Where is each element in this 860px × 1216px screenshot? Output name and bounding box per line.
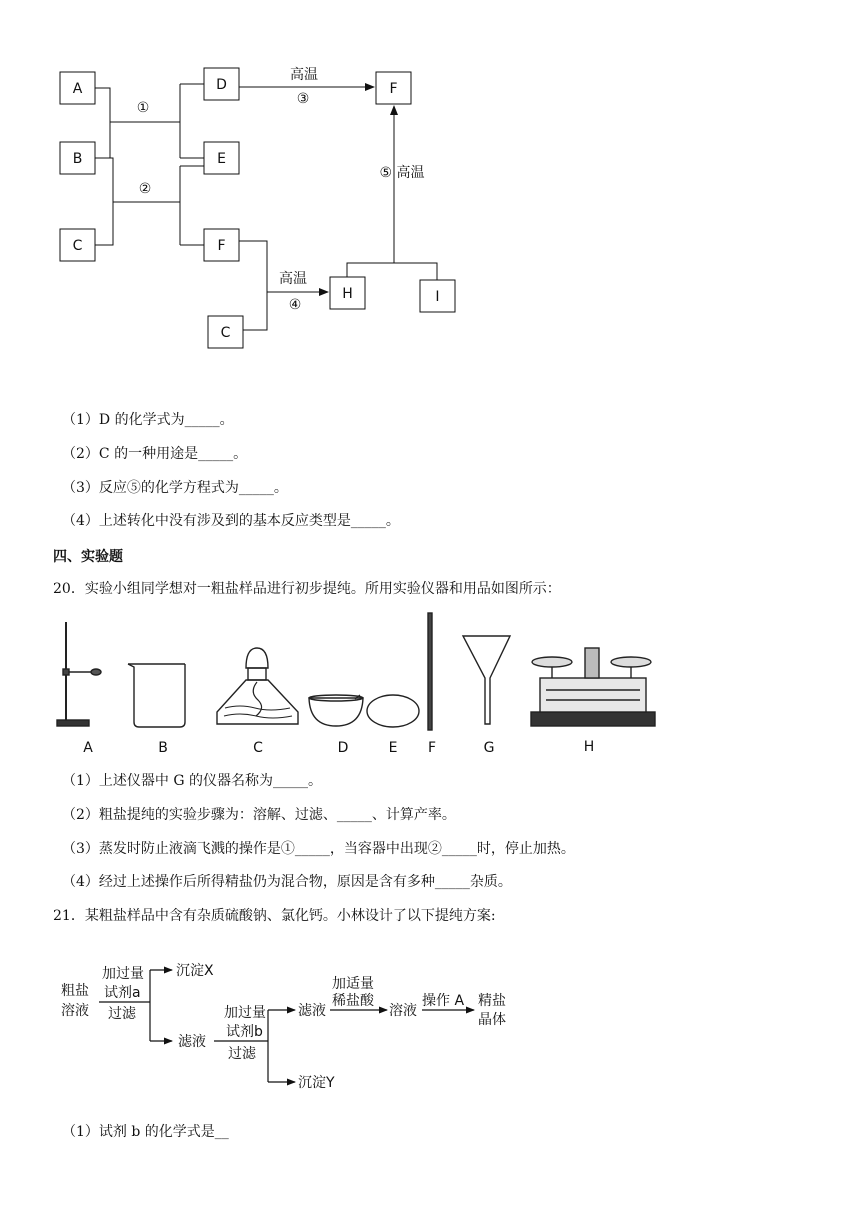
evaporating-dish-image <box>309 695 363 726</box>
box-f-left-label: F <box>217 238 226 254</box>
beaker-image <box>128 664 185 727</box>
apparatus-figure <box>0 608 860 766</box>
balance-image <box>531 648 655 726</box>
apparatus-label-a: A <box>83 740 93 756</box>
q20-stem: 20．实验小组同学想对一粗盐样品进行初步提纯。所用实验仪器和用品如图所示： <box>53 581 561 597</box>
flow-solution: 溶液 <box>389 1003 417 1019</box>
flow-precipitate-y: 沉淀Y <box>298 1075 335 1091</box>
box-c-top-label: C <box>72 238 83 254</box>
purification-flow <box>0 950 860 1100</box>
reaction-2-label: ② <box>138 181 152 197</box>
q19-part-4: （4）上述转化中没有涉及到的基本反应类型是_____。 <box>62 513 400 529</box>
apparatus-label-d: D <box>337 740 349 756</box>
q21-stem: 21．某粗盐样品中含有杂质硫酸钠、氯化钙。小林设计了以下提纯方案: <box>53 908 496 924</box>
funnel-image <box>463 636 510 724</box>
q21-part-1: （1）试剂 b 的化学式是__ <box>62 1124 229 1140</box>
flow-filtrate-1: 滤液 <box>178 1034 206 1050</box>
reaction-4-condition: 高温 <box>279 271 307 287</box>
flow-step1-op: 过滤 <box>108 1006 136 1022</box>
q20-part-1: （1）上述仪器中 G 的仪器名称为_____。 <box>62 773 322 789</box>
flow-step1-reagent-line2: 试剂a <box>104 985 141 1001</box>
flow-step3-reagent-line1: 加适量 <box>332 976 374 992</box>
flow-start-line2: 溶液 <box>61 1003 89 1019</box>
iron-stand-image <box>57 622 101 726</box>
q20-part-4: （4）经过上述操作后所得精盐仍为混合物，原因是含有多种_____杂质。 <box>62 874 512 890</box>
flow-step4-op: 操作 A <box>422 993 465 1009</box>
flow-step2-reagent-line2: 试剂b <box>226 1024 263 1040</box>
apparatus-label-h: H <box>583 739 595 755</box>
reaction-1-label: ① <box>136 100 150 116</box>
flow-filtrate-2: 滤液 <box>298 1003 326 1019</box>
q20-part-3: （3）蒸发时防止液滴飞溅的操作是①_____，当容器中出现②_____时，停止加热。 <box>62 841 575 857</box>
apparatus-label-f: F <box>427 740 437 756</box>
flow-end-line2: 晶体 <box>478 1012 506 1028</box>
filter-paper-image <box>367 695 419 727</box>
conversion-diagram <box>0 0 860 370</box>
flow-step1-reagent-line1: 加过量 <box>102 966 144 982</box>
flow-step2-op: 过滤 <box>228 1046 256 1062</box>
q19-part-3: （3）反应⑤的化学方程式为_____。 <box>62 480 288 496</box>
box-f-top-label: F <box>389 81 398 97</box>
flow-step2-reagent-line1: 加过量 <box>224 1005 266 1021</box>
alcohol-lamp-image <box>217 648 298 724</box>
box-d-label: D <box>216 77 227 93</box>
glass-rod-image <box>428 613 432 730</box>
apparatus-label-c: C <box>253 740 263 756</box>
q19-part-1: （1）D 的化学式为_____。 <box>62 412 234 428</box>
reaction-4-label: ④ <box>288 297 302 313</box>
box-i-label: I <box>435 289 440 305</box>
apparatus-label-b: B <box>158 740 168 756</box>
box-b-label: B <box>72 151 83 167</box>
apparatus-label-g: G <box>483 740 495 756</box>
box-c-bottom-label: C <box>220 325 231 341</box>
flow-step3-reagent-line2: 稀盐酸 <box>332 993 374 1009</box>
flow-precipitate-x: 沉淀X <box>176 963 214 979</box>
q19-part-2: （2）C 的一种用途是_____。 <box>62 446 248 462</box>
apparatus-label-e: E <box>388 740 398 756</box>
q20-part-2: （2）粗盐提纯的实验步骤为：溶解、过滤、_____、计算产率。 <box>62 807 456 823</box>
flow-end-line1: 精盐 <box>478 993 506 1009</box>
reaction-3-condition: 高温 <box>290 67 318 83</box>
box-e-label: E <box>217 151 226 167</box>
reaction-5-label: ⑤ 高温 <box>379 165 425 181</box>
reaction-3-label: ③ <box>296 91 310 107</box>
flow-start-line1: 粗盐 <box>61 983 89 999</box>
box-h-label: H <box>342 286 353 302</box>
section-heading: 四、实验题 <box>53 549 123 565</box>
box-a-label: A <box>72 81 83 97</box>
